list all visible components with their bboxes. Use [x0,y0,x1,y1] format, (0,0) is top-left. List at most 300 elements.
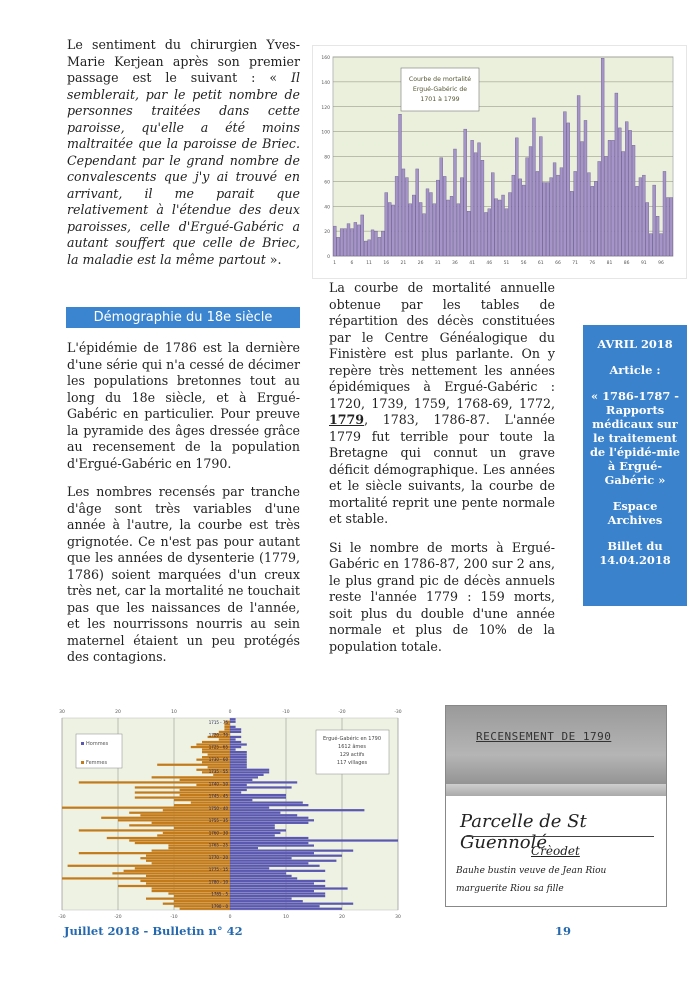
bar-femmes [180,789,230,791]
x-tick-label: 56 [520,261,527,266]
bar-hommes [230,839,398,841]
mortality-bar [591,186,594,256]
bar-hommes [230,867,269,869]
bar-hommes [230,718,236,720]
bar-hommes [230,799,252,801]
mortality-bar [433,204,436,256]
y-tick-label: 100 [321,130,330,136]
mortality-bar [608,140,611,256]
bar-hommes [230,832,280,834]
bar-hommes [230,900,303,902]
pyramid-age-label: 1775 - 15 [208,867,228,873]
bar-femmes [152,887,230,889]
bar-hommes [230,759,247,761]
age-pyramid-chart [58,704,418,926]
footer-bulletin: Juillet 2018 - Bulletin n° 42 [64,924,243,938]
bar-hommes [230,802,303,804]
y-tick-label: 0 [327,255,330,260]
bar-hommes [230,903,353,905]
mortality-bar [426,189,429,256]
mortality-bar [385,193,388,256]
pyramid-age-label: 1760 - 30 [208,830,228,836]
pyramid-top-tick: 20 [115,710,121,715]
mortality-bar [618,128,621,256]
mortality-bar [515,138,518,256]
bar-hommes [230,862,308,864]
bar-femmes [174,799,230,801]
mortality-bar [402,169,405,256]
bar-hommes [230,812,280,814]
bar-femmes [146,860,230,862]
mortality-bar [656,216,659,256]
bar-hommes [230,769,269,771]
y-tick-label: 40 [324,205,330,211]
bar-hommes [230,751,247,753]
bar-hommes [230,776,258,778]
bar-hommes [230,761,247,763]
bar-hommes [230,855,342,857]
photo-script-village: Crèodet [531,844,580,858]
bar-hommes [230,756,247,758]
bar-hommes [230,829,286,831]
mortality-bar [388,203,391,256]
mortality-bar [392,205,395,256]
bar-hommes [230,789,247,791]
bar-femmes [219,738,230,740]
x-tick-label: 6 [350,261,354,266]
mortality-bar [498,200,501,256]
mortality-bar [546,183,549,256]
pyramid-age-label: 1730 - 60 [208,756,228,762]
mortality-bar [471,140,474,256]
mortality-bar [587,173,590,256]
bar-hommes [230,728,241,730]
sidebar-billet: Billet du 14.04.2018 [599,539,671,567]
bar-femmes [208,766,230,768]
bar-hommes [230,824,275,826]
mortality-bar [333,226,336,256]
right-body [329,280,555,667]
bar-hommes [230,822,308,824]
pyramid-top-tick: -10 [282,710,290,715]
bar-hommes [230,743,247,745]
bar-femmes [140,814,230,816]
section-header-demographie: Démographie du 18e siècle [66,307,300,328]
mortality-bar [460,178,463,256]
mortality-bar [440,158,443,256]
x-tick-label: 91 [640,261,647,266]
mortality-bar [416,169,419,256]
bar-hommes [230,779,252,781]
y-tick-label: 120 [321,105,330,111]
pyramid-annotation-line: 129 actifs [339,752,365,758]
mortality-bar [636,186,639,256]
photo-script-parcelle: Parcelle de St Guennolé [460,811,587,853]
bar-hommes [230,746,241,748]
x-tick-label: 21 [400,261,407,266]
bar-hommes [230,847,258,849]
mortality-bar [512,175,515,256]
mortality-bar [409,204,412,256]
bar-femmes [224,726,230,728]
pyramid-age-label: 1785 - 5 [211,891,228,897]
bar-hommes [230,764,247,766]
bar-femmes [152,776,230,778]
mortality-bar [584,120,587,256]
x-tick-label: 1 [333,261,337,266]
pyramid-age-label: 1720 - 70 [208,732,228,738]
mortality-bar [354,222,357,256]
sidebar-article-title[interactable]: « 1786-1787 - Rapports médicaux sur le traitement de l'épidé-mie à Ergué-Gabéric » [589,389,681,487]
y-tick-label: 60 [324,180,330,186]
mortality-bar [560,168,563,256]
bar-hommes [230,842,308,844]
mortality-bar [605,157,608,257]
pyramid-age-label: 1715 - 75 [208,720,228,725]
photo-script-line4: marguerite Riou sa fille [456,884,564,894]
sidebar-section: Espace Archives [607,499,663,527]
mortality-bar [574,171,577,256]
left-body [67,340,300,678]
mortality-bar [557,175,560,256]
bar-femmes [129,824,230,826]
pyramid-top-tick: -30 [394,710,402,715]
intro-paragraph [67,37,300,280]
mortality-bar [378,237,381,256]
pyramid-annotation-line: 117 villages [336,760,368,766]
mortality-bar [622,152,625,256]
pyramid-top-tick: 10 [171,710,177,715]
bar-hommes [230,870,325,872]
mortality-bar [412,195,415,256]
year-1779-highlight: 1779 [329,412,365,427]
pyramid-bottom-tick: -20 [114,915,122,920]
mortality-bar [340,229,343,256]
mortality-bar [594,181,597,256]
bar-hommes [230,844,314,846]
bar-hommes [230,875,292,877]
mortality-bar [629,130,632,256]
bar-hommes [230,895,325,897]
bar-femmes [174,900,230,902]
bar-hommes [230,827,275,829]
mortality-bar [550,178,553,256]
bar-femmes [62,807,230,809]
bar-femmes [135,786,230,788]
bar-hommes [230,834,275,836]
chart-title-line: 1701 à 1799 [420,96,460,103]
mortality-paragraph: La courbe de mortalité annuelle obtenue par les tables de répartition des décès constituées par le Centre Généalogique du Finistère est plus parlante. On y repère très nettement les années épidémiques à Ergué-Gabéric : 1720, 1739, 1759, 1768-69, 1772, 1779, 1783, 1786-87. L'année 1779 fut terrible pour toute la Bretagne qui connut un grave déficit démographique. Les années et le siècle suivants, la courbe de mortalité reprit une pente normale et stable. [329,280,555,526]
x-tick-label: 36 [452,261,458,266]
x-tick-label: 86 [623,261,630,266]
bar-hommes [230,738,236,740]
quote-end: ». [265,251,282,267]
mortality-bar [371,230,374,256]
mortality-bar [491,173,494,256]
bar-hommes [230,865,320,867]
mortality-bar [429,193,432,256]
bar-hommes [230,726,236,728]
age-pyramid-svg [58,704,418,926]
bar-hommes [230,814,297,816]
pyramid-top-tick: 30 [59,710,65,715]
x-tick-label: 41 [469,261,475,266]
bar-femmes [107,837,230,839]
legend-swatch-hommes [81,742,84,745]
bar-femmes [79,829,230,831]
mortality-bar [405,178,408,256]
mortality-bar [505,209,508,256]
bar-hommes [230,882,314,884]
bar-hommes [230,898,292,900]
mortality-bar [464,129,467,256]
x-tick-label: 51 [503,261,510,266]
x-tick-label: 96 [658,261,664,266]
bar-hommes [230,860,336,862]
bar-hommes [230,807,269,809]
mortality-bar [539,137,542,256]
bar-femmes [152,850,230,852]
bar-femmes [152,862,230,864]
mortality-bar [663,171,666,256]
bar-femmes [62,877,230,879]
mortality-bar [484,212,487,256]
bar-femmes [174,827,230,829]
bar-hommes [230,877,297,879]
pyramid-age-label: 1755 - 35 [208,818,228,824]
mortality-bar [350,229,353,256]
pyramid-bottom-tick: 30 [395,915,401,920]
mortality-bar [488,209,491,256]
bar-hommes [230,819,314,821]
bar-hommes [230,786,292,788]
pyramid-age-label: 1725 - 65 [208,744,228,750]
mortality-bar [344,229,347,256]
mortality-bar [639,178,642,256]
y-tick-label: 140 [321,80,330,86]
bar-hommes [230,784,247,786]
y-tick-label: 160 [321,56,330,61]
bar-femmes [118,885,230,887]
mortality-bar [601,58,604,256]
mortality-chart-svg [313,46,686,278]
photo-rule [464,836,654,837]
mortality-bar [581,142,584,256]
x-tick-label: 46 [486,261,493,266]
mortality-bar [419,203,422,256]
mortality-bar [543,183,546,256]
bar-hommes [230,766,247,768]
x-tick-label: 66 [555,261,561,266]
chart-title-line: Ergué-Gabéric de [412,86,468,93]
pyramid-age-label: 1790 - 0 [211,904,228,909]
y-tick-label: 80 [324,155,330,161]
mortality-bar [536,171,539,256]
mortality-bar [577,96,580,256]
mortality-bar [670,198,673,256]
pyramid-age-label: 1745 - 45 [208,793,228,799]
bar-hommes [230,781,297,783]
bar-hommes [230,771,269,773]
photo-script-line3: Bauhe bustin veuve de Jean Riou [456,866,607,876]
pyramid-age-label: 1765 - 25 [208,842,228,848]
pyramid-bottom-tick: 0 [228,915,232,920]
photo-cover [446,706,666,788]
mortality-chart [312,45,687,279]
pyramid-age-label: 1740 - 50 [208,781,228,787]
mortality-bar [481,160,484,256]
pyramid-age-label: 1750 - 40 [208,805,228,811]
mortality-bar [611,140,614,256]
mortality-bar [529,147,532,256]
bar-femmes [129,839,230,841]
bar-femmes [208,754,230,756]
photo-title: RECENSEMENT DE 1790 [476,730,612,743]
bar-hommes [230,736,241,738]
mortality-bar [375,231,378,256]
bar-hommes [230,794,286,796]
surgeon-quote: Il semblerait, par le petit nombre de personnes traitées dans cette paroisse, qu'elle a été moins maltraitée que la paroisse de Briec. Cependant par le grand nombre de convalescents que j'y ai trouvé en arrivant, il me parait que relativement à l'étendue des deux paroisses, celle d'Ergué-Gabéric a autant souffert que celle de Briec, la maladie est la même partout [67,70,300,267]
mortality-bar [660,234,663,256]
legend-label-hommes: Hommes [86,741,109,747]
mortality-bar [502,195,505,256]
bar-hommes [230,754,247,756]
mortality-bar [474,153,477,256]
chart-title-line: Courbe de mortalité [408,76,472,83]
bar-hommes [230,804,308,806]
bar-hommes [230,872,286,874]
bar-femmes [79,852,230,854]
mortality-bar [381,231,384,256]
mortality-bar [450,196,453,256]
mortality-bar [653,185,656,256]
bar-hommes [230,731,241,733]
mortality-bar [347,224,350,256]
x-tick-label: 26 [417,261,424,266]
mortality-bar [567,123,570,256]
bar-femmes [146,898,230,900]
mortality-bar [495,199,498,256]
legend-label-femmes: Femmes [86,760,108,766]
pyramid-bottom-tick: 10 [283,915,289,920]
pyramid-bottom-tick: 20 [339,915,345,920]
epidemic-paragraph: L'épidémie de 1786 est la dernière d'une série qui n'a cessé de décimer les populations bretonnes tout au long du 18e siècle, et à Ergué-Gabéric en particulier. Pour preuve la pyramide des âges dressée grâce au recensement de la population d'Ergué-Gabéric en 1790. [67,340,300,471]
mortality-bar [447,200,450,256]
mortality-bar [519,179,522,256]
mortality-bar [361,215,364,256]
census-paragraph: Les nombres recensés par tranche d'âge sont très variables d'une année à l'autre, la courbe est très grignotée. Ce n'est pas pour autant que les années de dysenterie (1779, 1786) soient marquées d'un creux très net, car la mortalité ne touchait pas que les naissances de l'année, et les nourrissons nourris au sein maternel étaient un peu protégés des contagions. [67,484,300,664]
bar-hommes [230,837,308,839]
bar-hommes [230,809,364,811]
legend-swatch-femmes [81,761,84,764]
mortality-bar [526,158,529,256]
mortality-bar [646,203,649,256]
mortality-bar [570,191,573,256]
mortality-bar [598,161,601,256]
mortality-bar [563,112,566,256]
mortality-bar [436,180,439,256]
sidebar-month: AVRIL 2018 [597,337,673,351]
mortality-bar [649,234,652,256]
bar-hommes [230,850,353,852]
pyramid-age-label: 1770 - 20 [208,854,228,860]
x-tick-label: 76 [589,261,596,266]
y-tick-label: 20 [324,230,330,236]
mortality-bar [553,163,556,256]
bar-hommes [230,885,325,887]
quote-intro: Le sentiment du chirurgien Yves-Marie Kerjean après son premier passage est le suivant : « [67,37,300,85]
mortality-bar [337,237,340,256]
mortality-bar [395,176,398,256]
mortality-bar [467,211,470,256]
x-tick-label: 11 [366,261,372,266]
pyramid-top-tick: 0 [228,710,232,715]
x-tick-label: 31 [434,261,441,266]
pyramid-annotation-line: Ergué-Gabéric en 1790 [322,736,382,742]
bar-hommes [230,857,292,859]
pyramid-age-label: 1735 - 55 [208,769,228,775]
mortality-bar [457,204,460,256]
bar-hommes [230,908,342,910]
mortality-bar [615,93,618,256]
mortality-bar [368,240,371,256]
mortality-bar [532,118,535,256]
bar-femmes [224,728,230,730]
bar-hommes [230,796,286,798]
bar-hommes [230,817,308,819]
bar-femmes [202,751,230,753]
x-tick-label: 16 [383,261,390,266]
mortality-bar [632,145,635,256]
bar-hommes [230,748,236,750]
bar-hommes [230,774,264,776]
mortality-bar [443,176,446,256]
mortality-bar [666,198,669,256]
x-tick-label: 61 [537,261,544,266]
mortality-bar [423,214,426,256]
article-sidebar [583,325,687,606]
bar-hommes [230,892,325,894]
mortality-bar [642,175,645,256]
mortality-bar [625,122,628,256]
census-document-photo [445,705,667,907]
bar-hommes [230,887,348,889]
mortality-bar [522,185,525,256]
bar-hommes [230,880,325,882]
pyramid-bottom-tick: -10 [170,915,178,920]
pyramid-annotation-line: 1612 âmes [338,744,366,750]
bar-hommes [230,721,236,723]
mortality-bar [399,114,402,256]
bar-femmes [68,865,230,867]
bar-femmes [112,872,230,874]
mortality-bar [478,143,481,256]
sidebar-article-label: Article : [609,363,661,377]
mortality-bar [357,225,360,256]
bar-hommes [230,791,241,793]
mortality-bar [508,193,511,256]
bar-femmes [191,802,230,804]
mortality-bar [454,149,457,256]
x-tick-label: 71 [572,261,578,266]
pyramid-bottom-tick: -30 [58,915,66,920]
bar-femmes [202,741,230,743]
bar-femmes [129,812,230,814]
pyramid-top-tick: -20 [338,710,346,715]
mortality-bar [364,241,367,256]
page-number: 19 [555,924,572,938]
bar-hommes [230,890,314,892]
